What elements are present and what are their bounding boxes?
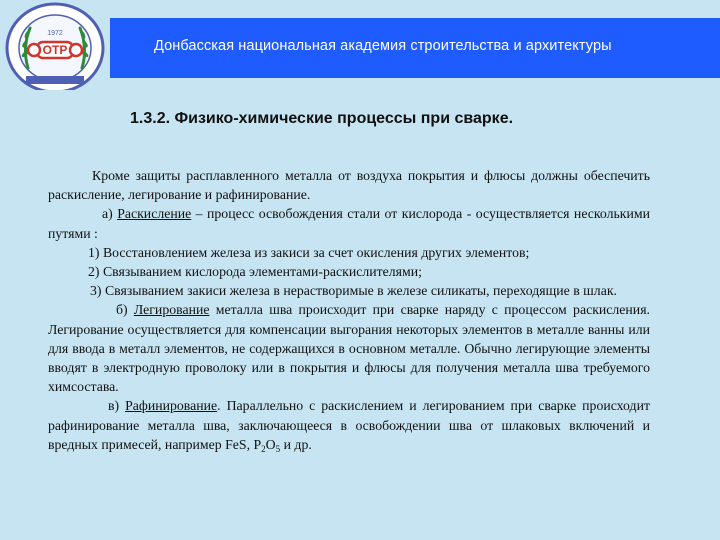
list-item: 3) Связыванием закиси железа в нерастворимые в железе силикаты, переходящие в шлак. <box>90 283 617 299</box>
paragraph-alloying <box>48 300 650 396</box>
formula-part: O <box>265 436 276 452</box>
item-b-prefix: б) <box>116 302 134 318</box>
slide-title: 1.3.2. Физико-химические процессы при сварке. <box>130 110 514 127</box>
logo-initials: ОТР <box>42 43 68 57</box>
subscript: 5 <box>275 443 281 454</box>
alloying-text: металла шва происходит при сварке наряду с процессом раскисления. Легирование осуществляется для компенсации выгорания некоторых элементов в металле ванны или для ввода в металл элементов, не содержащихся в основном металле. Обычно легирующие элементы вводят в электродную проволоку или в покрытия и флюсы для получения металла шва требуемого химсостава. <box>48 302 650 395</box>
refining-end: и др. <box>280 436 312 452</box>
slide-content <box>0 90 720 540</box>
deoxidation-text: – процесс освобождения стали от кислорода - осуществляется несколькими путями : <box>48 206 651 241</box>
refining-text: . Параллельно с раскислением и легированием при сварке происходит рафинирование металла шва, заключающееся в освобождении шва от шлаковых включений и вредных примесей, например FeS, P <box>48 398 650 452</box>
logo-year: 1972 <box>47 30 63 37</box>
list-item: 2) Связыванием кислорода элементами-раскислителями; <box>88 264 422 280</box>
list-item: 1) Восстановлением железа из закиси за счет окисления других элементов; <box>88 244 530 260</box>
body-text <box>48 166 650 459</box>
institution-name: Донбасская национальная академия строительства и архитектуры <box>154 38 612 54</box>
term-alloying: Легирование <box>133 302 210 318</box>
academy-logo <box>4 2 106 98</box>
header-bar <box>110 18 720 78</box>
term-deoxidation: Раскисление <box>117 206 192 222</box>
intro-paragraph: Кроме защиты расплавленного металла от воздуха покрытия и флюсы должны обеспечить раскисление, легирование и рафинирование. <box>48 168 650 203</box>
paragraph-deoxidation <box>48 204 650 242</box>
term-refining: Рафинирование <box>125 398 218 414</box>
item-a-prefix: а) <box>102 206 118 222</box>
subscript: 2 <box>261 443 266 454</box>
item-c-prefix: в) <box>108 398 126 414</box>
paragraph-refining <box>48 396 650 459</box>
